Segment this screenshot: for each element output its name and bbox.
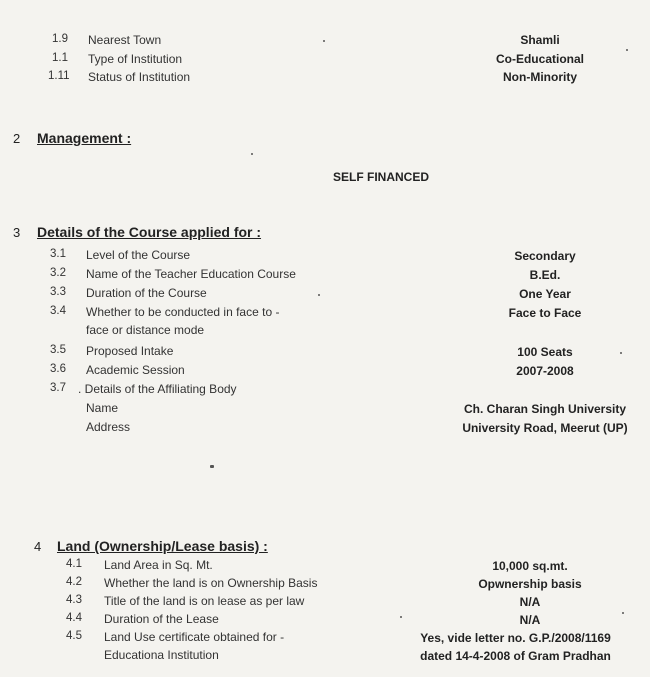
item-label: Name of the Teacher Education Course (86, 267, 296, 281)
item-number: 3.3 (50, 286, 66, 298)
affiliating-name-value: Ch. Charan Singh University (463, 402, 627, 416)
scan-speck (400, 616, 402, 618)
item-label: Nearest Town (88, 33, 162, 47)
item-value: 2007-2008 (516, 364, 574, 378)
item-value-continued: dated 14-4-2008 of Gram Pradhan (420, 649, 611, 663)
section-title-land: Land (Ownership/Lease basis) : (57, 538, 268, 554)
item-number: 4.2 (66, 576, 82, 588)
item-label: Title of the land is on lease as per law (104, 594, 305, 608)
scan-speck (210, 465, 214, 468)
affiliating-address-value: University Road, Meerut (UP) (462, 421, 628, 435)
item-label: Level of the Course (86, 248, 191, 262)
item-label: Type of Institution (88, 52, 183, 66)
scan-speck (323, 40, 325, 42)
item-label: . Details of the Affiliating Body (78, 382, 237, 396)
scan-speck (626, 49, 628, 51)
section-number: 4 (34, 539, 42, 554)
scan-speck (251, 153, 253, 155)
item-value: 100 Seats (517, 345, 573, 359)
section-number: 3 (13, 225, 21, 240)
item-number: 3.7 (50, 382, 66, 394)
scan-speck (622, 612, 624, 614)
item-value: Non-Minority (503, 70, 577, 84)
scan-speck (620, 352, 622, 354)
management-value: SELF FINANCED (333, 170, 429, 184)
item-value: Co-Educational (495, 52, 584, 66)
item-number: 4.5 (66, 630, 82, 642)
item-number: 4.3 (66, 594, 82, 606)
item-label: Land Area in Sq. Mt. (104, 558, 213, 572)
item-label: Academic Session (86, 363, 185, 377)
item-label-continued: face or distance mode (86, 323, 205, 337)
section-number: 2 (13, 131, 21, 146)
item-label: Duration of the Course (86, 286, 207, 300)
item-label: Duration of the Lease (104, 612, 219, 626)
item-value: 10,000 sq.mt. (492, 559, 568, 573)
item-number: 4.4 (66, 612, 82, 624)
affiliating-address-label: Address (86, 420, 131, 434)
section-title-management: Management : (37, 130, 132, 146)
item-value: Secondary (514, 249, 576, 263)
item-number: 3.1 (50, 248, 66, 260)
item-number: 3.4 (50, 305, 66, 317)
scan-speck (318, 294, 320, 296)
item-number: 1.1 (52, 52, 68, 64)
item-value: N/A (519, 613, 541, 627)
item-value: Yes, vide letter no. G.P./2008/1169 (420, 631, 611, 645)
item-label: Status of Institution (88, 70, 191, 84)
item-number: 3.2 (50, 267, 66, 279)
item-number: 4.1 (66, 558, 82, 570)
item-number: 1.9 (52, 33, 68, 45)
item-label-continued: Educationa Institution (104, 648, 219, 662)
item-label: Land Use certificate obtained for - (104, 630, 285, 644)
item-value: B.Ed. (529, 268, 561, 282)
item-number: 3.6 (50, 363, 66, 375)
item-label: Whether to be conducted in face to - (86, 305, 280, 319)
item-label: Proposed Intake (86, 344, 174, 358)
item-number: 1.11 (48, 70, 70, 82)
item-label: Whether the land is on Ownership Basis (104, 576, 318, 590)
item-value: One Year (519, 287, 571, 301)
affiliating-name-label: Name (86, 401, 119, 415)
section-title-course: Details of the Course applied for : (37, 224, 262, 240)
item-value: Shamli (520, 33, 560, 47)
item-number: 3.5 (50, 344, 66, 356)
item-value: Opwnership basis (478, 577, 582, 591)
item-value: N/A (519, 595, 541, 609)
item-value: Face to Face (508, 306, 582, 320)
